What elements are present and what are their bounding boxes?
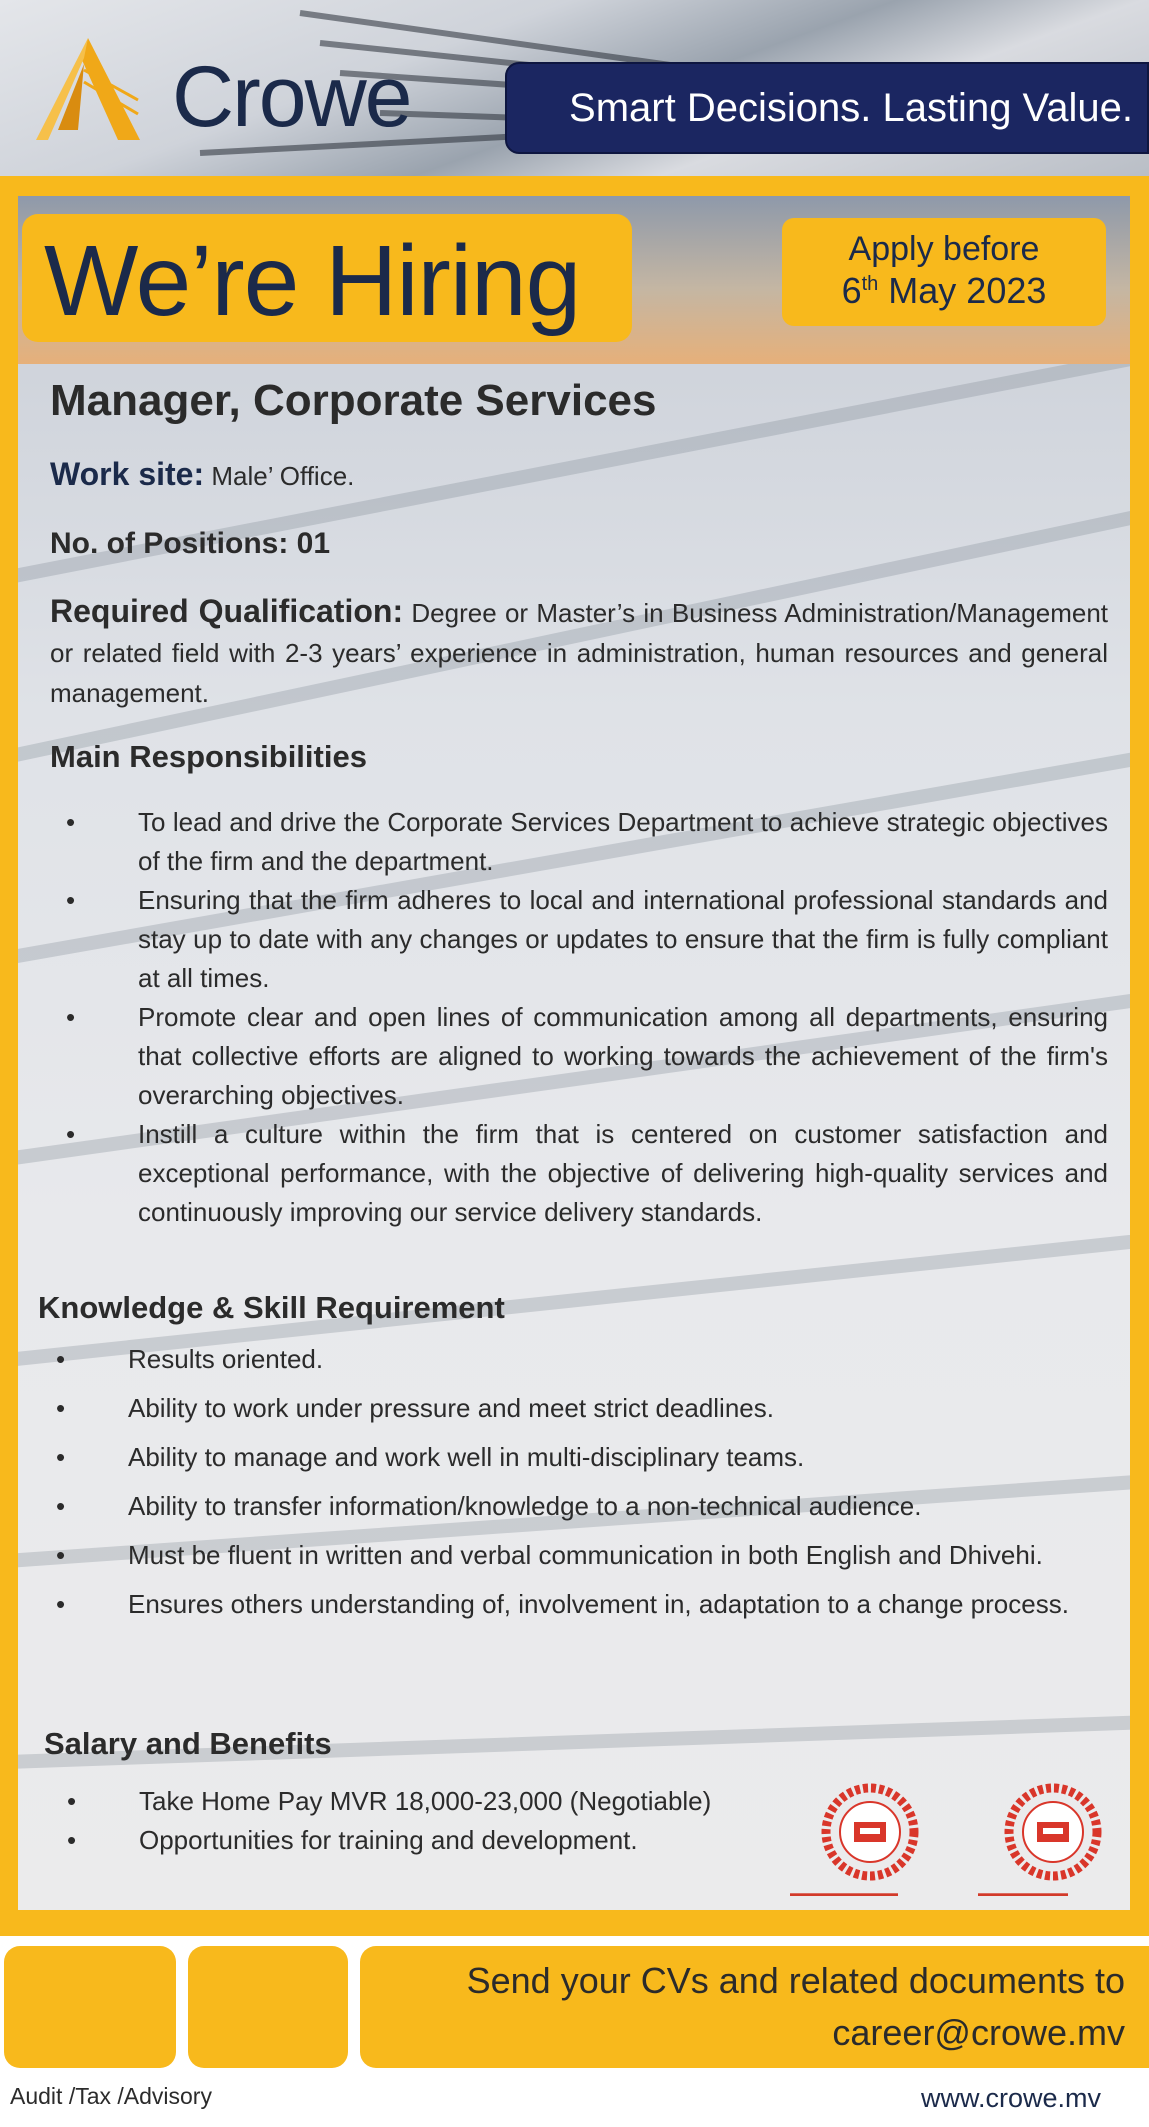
list-item: • Instill a culture within the firm that is centered on customer satisfaction and exceptional performance, with the objective of delivering high-quality services and continuously improving our service delivery standards. [66, 1119, 1108, 1227]
list-item-text: Ability to work under pressure and meet strict deadlines. [128, 1393, 774, 1423]
positions-count: No. of Positions: 01 [50, 527, 331, 560]
badge-caption-icon: ▬▬▬▬▬▬▬▬▬▬▬▬ [790, 1888, 898, 1898]
tagline: Smart Decisions. Lasting Value. [569, 86, 1133, 130]
list-item: • Ensuring that the firm adheres to local and international professional standards and stay up to date with any changes or updates to ensure that the firm is fully compliant at all times. [66, 885, 1108, 993]
list-item: • Take Home Pay MVR 18,000-23,000 (Negotiable) [67, 1786, 712, 1816]
qualification-label: Required Qualification: [50, 593, 404, 629]
salary-list [44, 1782, 824, 1860]
list-item: • Ability to work under pressure and meet strict deadlines. [56, 1393, 774, 1423]
list-item-text: Take Home Pay MVR 18,000-23,000 (Negotiable) [139, 1786, 712, 1816]
services-text: Audit /Tax /Advisory [10, 2083, 212, 2109]
knowledge-section [38, 1290, 1108, 1634]
job-title: Manager, Corporate Services [50, 376, 657, 425]
list-item-text: Ensuring that the firm adheres to local and international professional standards and stay up to date with any changes or updates to ensure that the firm is fully compliant at all times. [138, 885, 1108, 993]
list-item-text: Must be fluent in written and verbal communication in both English and Dhivehi. [128, 1540, 1043, 1570]
list-item-text: To lead and drive the Corporate Services Department to achieve strategic objectives of the firm and the department. [138, 807, 1108, 876]
list-item: • Opportunities for training and development. [67, 1825, 638, 1855]
cv-email-link[interactable]: career@crowe.mv [832, 2012, 1125, 2053]
list-item-text: Ability to transfer information/knowledge to a non-technical audience. [128, 1491, 922, 1521]
list-item: • Results oriented. [56, 1344, 324, 1374]
cv-line: Send your CVs and related documents to [466, 1960, 1125, 2001]
footer-yellow-block [188, 1946, 348, 2068]
knowledge-list [38, 1340, 1108, 1624]
footer-yellow-block [4, 1946, 176, 2068]
knowledge-heading: Knowledge & Skill Requirement [38, 1290, 505, 1325]
job-details [50, 376, 1108, 1232]
responsibilities-heading: Main Responsibilities [50, 739, 367, 774]
list-item-text: Promote clear and open lines of communication among all departments, ensuring that collective efforts are aligned to working towards the achievement of the firm's overarching objectives. [138, 1002, 1108, 1110]
worksite [50, 456, 1108, 493]
list-item-text: Results oriented. [128, 1344, 324, 1374]
list-item: • To lead and drive the Corporate Services Department to achieve strategic objectives of the firm and the department. [66, 807, 1108, 876]
qualification [50, 591, 1108, 713]
apply-date [782, 270, 1106, 312]
approved-employer-seal-icon [820, 1782, 920, 1882]
list-item-text: Instill a culture within the firm that is centered on customer satisfaction and exceptional performance, with the objective of delivering high-quality services and continuously improving our service delivery standards. [138, 1119, 1108, 1227]
worksite-label: Work site: [50, 456, 205, 492]
list-item: • Ensures others understanding of, involvement in, adaptation to a change process. [56, 1589, 1069, 1619]
list-item: • Ability to manage and work well in multi-disciplinary teams. [56, 1442, 805, 1472]
cv-instructions [365, 1955, 1125, 2059]
apply-month-year: May 2023 [878, 270, 1047, 311]
website-link[interactable]: www.crowe.mv [920, 2083, 1101, 2113]
apply-day: 6 [841, 270, 862, 311]
list-item: • Ability to transfer information/knowledge to a non-technical audience. [56, 1491, 922, 1521]
worksite-value: Male’ Office. [204, 461, 355, 491]
hiring-title: We’re Hiring [44, 225, 581, 337]
salary-heading: Salary and Benefits [44, 1726, 332, 1761]
salary-section [44, 1726, 824, 1860]
apply-deadline-box [782, 218, 1106, 326]
apply-before-label: Apply before [848, 230, 1040, 268]
list-item-text: Ability to manage and work well in multi-disciplinary teams. [128, 1442, 805, 1472]
badge-caption-icon: ▬▬▬▬▬▬▬▬▬▬ [978, 1888, 1068, 1898]
crowe-logo-icon [18, 30, 148, 150]
list-item-text: Opportunities for training and development. [139, 1825, 638, 1855]
tagline-box [505, 62, 1149, 154]
list-item-text: Ensures others understanding of, involvement in, adaptation to a change process. [128, 1589, 1069, 1619]
list-item: • Promote clear and open lines of communication among all departments, ensuring that collective efforts are aligned to working towards the achievement of the firm's overarching objectives. [66, 1002, 1108, 1110]
responsibilities-list [50, 803, 1108, 1232]
qualification-text: Degree or Master’s in Business Administration/Management or related field with 2-3 years’ experience in administration, human resources and general management. [50, 598, 1109, 708]
approved-employer-seal-icon [1003, 1782, 1103, 1882]
list-item: • Must be fluent in written and verbal communication in both English and Dhivehi. [56, 1540, 1043, 1570]
crowe-logo-text: Crowe [172, 49, 411, 145]
apply-day-suffix: th [861, 273, 879, 295]
